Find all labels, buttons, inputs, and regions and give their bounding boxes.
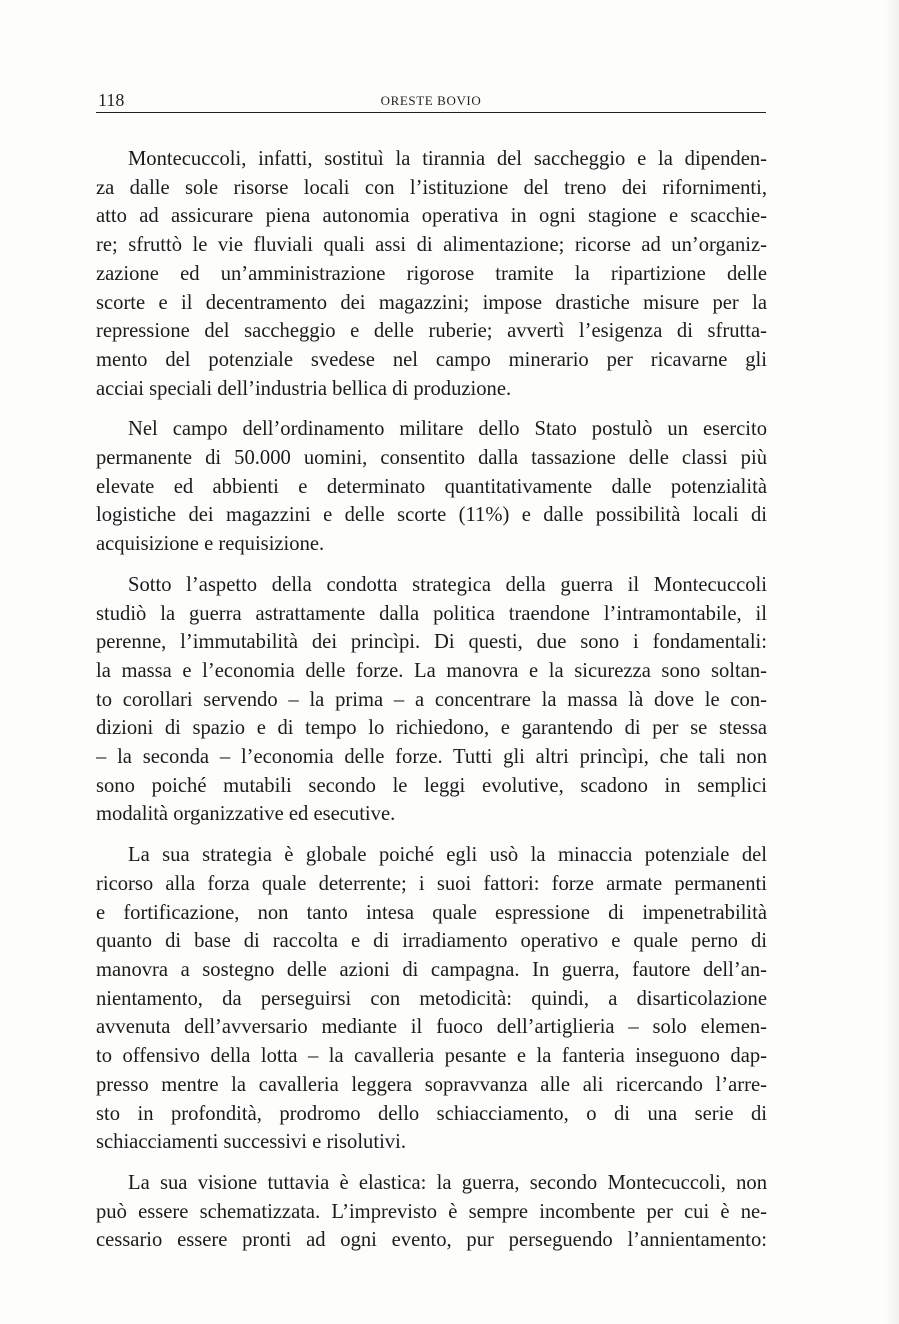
- text-line: perenne, l’immutabilità dei princìpi. Di questi, due sono i fondamentali:: [96, 631, 767, 654]
- text-line: zazione ed un’amministrazione rigorose tramite la ripartizione delle: [96, 262, 767, 285]
- text-line: la massa e l’economia delle forze. La manovra e la sicurezza sono soltan-: [96, 659, 767, 682]
- body-text: [96, 145, 767, 1267]
- text-line: quanto di base di raccolta e di irradiamento operativo e quale perno di: [96, 930, 767, 953]
- paragraph-3: [96, 571, 767, 829]
- page-header: [96, 86, 766, 113]
- text-line: studiò la guerra astrattamente dalla politica traendone l’intramontabile, il: [96, 602, 767, 625]
- text-line: La sua strategia è globale poiché egli usò la minaccia potenziale del: [128, 844, 767, 867]
- text-line: cessario essere pronti ad ogni evento, pur perseguendo l’annientamento:: [96, 1229, 767, 1252]
- running-head: ORESTE BOVIO: [380, 93, 482, 108]
- text-line: mento del potenziale svedese nel campo minerario per ricavarne gli: [96, 348, 767, 371]
- text-line: to corollari servendo – la prima – a concentrare la massa là dove le con-: [96, 688, 767, 711]
- text-line: e fortificazione, non tanto intesa quale espressione di impenetrabilità: [96, 901, 767, 924]
- text-line: presso mentre la cavalleria leggera sopravvanza alle ali ricercando l’arre-: [96, 1073, 767, 1096]
- text-line: scorte e il decentramento dei magazzini; impose drastiche misure per la: [96, 291, 767, 314]
- text-line: atto ad assicurare piena autonomia operativa in ogni stagione e scacchie-: [96, 205, 767, 228]
- page-number: 118: [98, 90, 125, 110]
- paragraph-5: [96, 1169, 767, 1255]
- text-line: manovra a sostegno delle azioni di campagna. In guerra, fautore dell’an-: [96, 958, 767, 981]
- text-line: permanente di 50.000 uomini, consentito dalla tassazione delle classi più: [96, 447, 767, 470]
- paragraph-4: [96, 841, 767, 1157]
- text-line: re; sfruttò le vie fluviali quali assi di alimentazione; ricorse ad un’organiz-: [96, 234, 767, 257]
- text-line: logistiche dei magazzini e delle scorte (11%) e dalle possibilità locali di: [96, 504, 767, 527]
- text-line: nientamento, da perseguirsi con metodicità: quindi, a disarticolazione: [96, 987, 767, 1010]
- text-line: elevate ed abbienti e determinato quantitativamente dalle potenzialità: [96, 475, 767, 498]
- text-line: sto in profondità, prodromo dello schiacciamento, o di una serie di: [96, 1102, 767, 1125]
- text-line: Montecuccoli, infatti, sostituì la tirannia del saccheggio e la dipenden-: [128, 148, 767, 170]
- text-line: dizioni di spazio e di tempo lo richiedono, e garantendo di per se stessa: [96, 717, 767, 740]
- text-line: avvenuta dell’avversario mediante il fuoco dell’artiglieria – solo elemen-: [96, 1016, 767, 1039]
- text-line: to offensivo della lotta – la cavalleria pesante e la fanteria inseguono dap-: [96, 1045, 767, 1068]
- text-line: modalità organizzative ed esecutive.: [96, 803, 396, 826]
- text-line: schiacciamenti successivi e risolutivi.: [96, 1131, 406, 1154]
- text-line: ricorso alla forza quale deterrente; i suoi fattori: forze armate permanenti: [96, 872, 767, 895]
- text-line: sono poiché mutabili secondo le leggi evolutive, scadono in semplici: [96, 774, 767, 797]
- page-edge-shadow: [885, 0, 899, 1324]
- text-line: La sua visione tuttavia è elastica: la guerra, secondo Montecuccoli, non: [128, 1171, 767, 1194]
- text-line: acciai speciali dell’industria bellica di produzione.: [96, 377, 512, 400]
- text-line: può essere schematizzata. L’imprevisto è sempre incombente per cui è ne-: [96, 1200, 767, 1223]
- text-line: Nel campo dell’ordinamento militare dello Stato postulò un esercito: [128, 418, 767, 441]
- text-line: Sotto l’aspetto della condotta strategica della guerra il Montecuccoli: [128, 573, 767, 596]
- paragraph-1: [96, 145, 767, 403]
- text-line: repressione del saccheggio e delle ruberie; avvertì l’esigenza di sfrutta-: [96, 320, 767, 343]
- text-line: acquisizione e requisizione.: [96, 533, 325, 556]
- text-line: – la seconda – l’economia delle forze. Tutti gli altri princìpi, che tali non: [96, 746, 767, 769]
- paragraph-2: [96, 415, 767, 559]
- text-line: za dalle sole risorse locali con l’istituzione del treno dei rifornimenti,: [96, 176, 767, 199]
